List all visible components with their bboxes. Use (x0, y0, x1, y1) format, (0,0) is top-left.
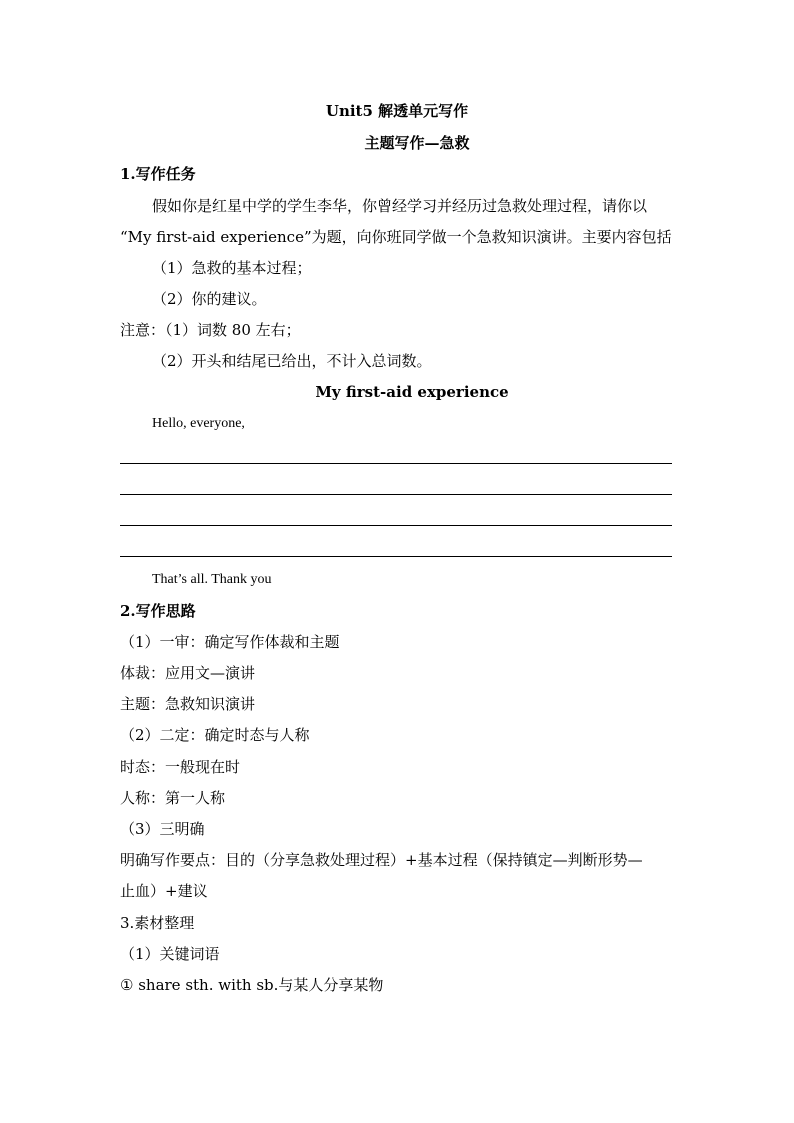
answer-line-2 (120, 494, 672, 495)
page-title: Unit5 解透单元写作 (325, 102, 469, 120)
task-point-2: （2）你的建议。 (152, 290, 267, 308)
task-prompt-line-2: “My first-aid experience”为题，向你班同学做一个急救知识演讲。主要内容包括 (120, 228, 672, 246)
answer-line-3 (120, 525, 672, 526)
essay-closing: That’s all. Thank you (152, 572, 272, 587)
materials-key-phrases-heading: （1）关键词语 (120, 945, 220, 963)
answer-line-4 (120, 556, 672, 557)
section-materials-heading: 3.素材整理 (120, 914, 195, 932)
section-writing-approach-heading: 2.写作思路 (120, 602, 196, 620)
essay-title: My first-aid experience (315, 383, 509, 401)
materials-item-1: ① share sth. with sb.与某人分享某物 (120, 976, 384, 994)
page-subtitle: 主题写作—急救 (364, 134, 470, 152)
approach-step-3: （3）三明确 (120, 820, 205, 838)
answer-line-1 (120, 463, 672, 464)
approach-tense: 时态：一般现在时 (120, 758, 241, 776)
task-prompt-line-1: 假如你是红星中学的学生李华，你曾经学习并经历过急救处理过程，请你以 (152, 197, 648, 215)
approach-theme: 主题：急救知识演讲 (120, 695, 256, 713)
approach-points-line-2: 止血）+建议 (120, 882, 208, 900)
approach-step-1: （1）一审：确定写作体裁和主题 (120, 633, 340, 651)
essay-opening: Hello, everyone, (152, 416, 245, 431)
approach-points-line-1: 明确写作要点：目的（分享急救处理过程）+基本过程（保持镇定—判断形势— (120, 851, 643, 869)
approach-genre: 体裁：应用文—演讲 (120, 664, 256, 682)
task-point-1: （1）急救的基本过程； (152, 259, 312, 277)
section-writing-task-heading: 1.写作任务 (120, 165, 196, 183)
task-note-2: （2）开头和结尾已给出，不计入总词数。 (152, 352, 432, 370)
task-note-1: 注意：（1）词数 80 左右； (120, 321, 301, 339)
approach-person: 人称：第一人称 (120, 789, 226, 807)
approach-step-2: （2）二定：确定时态与人称 (120, 726, 310, 744)
